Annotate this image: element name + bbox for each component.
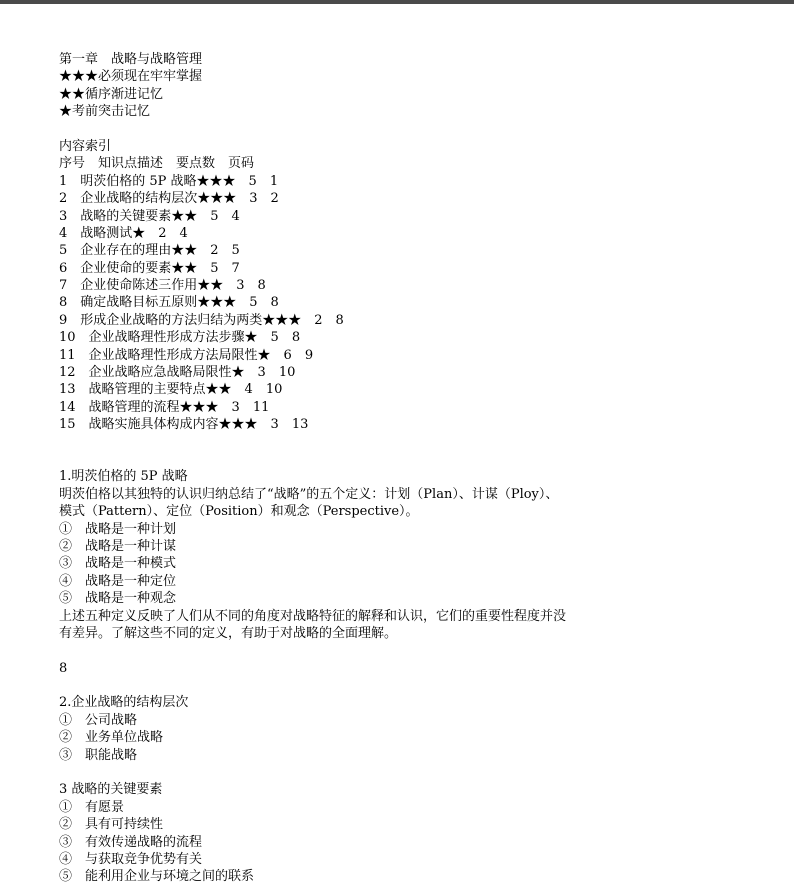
section2-item: ③ 职能战略 xyxy=(59,747,138,763)
section1-item: ① 战略是一种计划 xyxy=(59,521,177,537)
index-row: 11 企业战略理性形成方法局限性★ 6 9 xyxy=(59,347,314,363)
legend-one-star: ★考前突击记忆 xyxy=(59,104,151,120)
index-row: 8 确定战略目标五原则★★★ 5 8 xyxy=(59,295,279,311)
section3-item: ② 具有可持续性 xyxy=(59,817,164,833)
section1-item: ③ 战略是一种模式 xyxy=(59,556,177,572)
index-row: 4 战略测试★ 2 4 xyxy=(59,225,188,241)
index-row: 14 战略管理的流程★★★ 3 11 xyxy=(59,399,270,415)
section3-item: ④ 与获取竞争优势有关 xyxy=(59,851,203,867)
section1-intro-line: 明茨伯格以其独特的认识归纳总结了“战略”的五个定义：计划（Plan）、计谋（Ploy）、 xyxy=(59,486,559,502)
legend-two-stars: ★★循序渐进记忆 xyxy=(59,86,164,102)
index-row: 9 形成企业战略的方法归结为两类★★★ 2 8 xyxy=(59,312,344,328)
section1-title: 1.明茨伯格的 5P 战略 xyxy=(59,469,188,485)
index-row: 6 企业使命的要素★★ 5 7 xyxy=(59,260,240,276)
section3-item: ⑤ 能利用企业与环境之间的联系 xyxy=(59,869,255,885)
chapter-title: 第一章 战略与战略管理 xyxy=(59,52,203,67)
section2-title: 2.企业战略的结构层次 xyxy=(59,695,189,711)
section3-item: ① 有愿景 xyxy=(59,799,125,815)
section1-item: ④ 战略是一种定位 xyxy=(59,573,177,589)
index-row: 1 明茨伯格的 5P 战略★★★ 5 1 xyxy=(59,173,279,189)
section1-summary-line: 有差异。了解这些不同的定义，有助于对战略的全面理解。 xyxy=(59,625,398,641)
section1-intro-line: 模式（Pattern）、定位（Position）和观念（Perspective）。 xyxy=(59,504,419,520)
index-row: 2 企业战略的结构层次★★★ 3 2 xyxy=(59,191,279,207)
section3-item: ③ 有效传递战略的流程 xyxy=(59,834,203,850)
index-row: 12 企业战略应急战略局限性★ 3 10 xyxy=(59,365,296,381)
section1-item: ⑤ 战略是一种观念 xyxy=(59,591,177,607)
section3-title: 3 战略的关键要素 xyxy=(59,782,163,798)
section2-item: ① 公司战略 xyxy=(59,712,138,728)
legend-three-stars: ★★★必须现在牢牢掌握 xyxy=(59,69,203,85)
index-row: 10 企业战略理性形成方法步骤★ 5 8 xyxy=(59,330,301,346)
section1-item: ② 战略是一种计谋 xyxy=(59,538,177,554)
index-row: 3 战略的关键要素★★ 5 4 xyxy=(59,208,240,224)
index-row: 5 企业存在的理由★★ 2 5 xyxy=(59,243,240,259)
section2-item: ② 业务单位战略 xyxy=(59,730,164,746)
page-number: 8 xyxy=(59,660,68,676)
index-row: 13 战略管理的主要特点★★ 4 10 xyxy=(59,382,283,398)
section1-summary-line: 上述五种定义反映了人们从不同的角度对战略特征的解释和认识，它们的重要性程度并没 xyxy=(59,608,567,624)
index-row: 15 战略实施具体构成内容★★★ 3 13 xyxy=(59,417,309,433)
window-top-border xyxy=(0,0,794,4)
index-row: 7 企业使命陈述三作用★★ 3 8 xyxy=(59,278,266,294)
document-page xyxy=(59,51,759,886)
index-heading: 内容索引 xyxy=(59,138,112,154)
index-column-headers: 序号 知识点描述 要点数 页码 xyxy=(59,156,255,172)
